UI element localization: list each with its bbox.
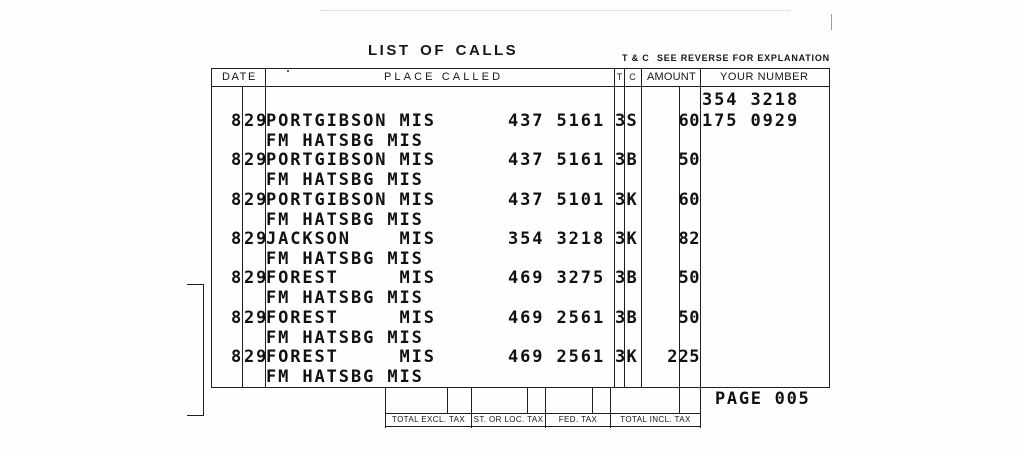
call-type-t: 3 xyxy=(615,111,628,131)
call-month: 8 xyxy=(231,268,244,288)
call-type-t: 3 xyxy=(615,347,628,367)
call-month: 8 xyxy=(231,111,244,131)
call-day: 29 xyxy=(244,111,269,131)
call-type-c: K xyxy=(626,347,639,367)
call-type-t: 3 xyxy=(615,229,628,249)
call-number: 354 3218 xyxy=(508,229,606,249)
call-place: FOREST MIS xyxy=(266,308,436,328)
call-type-c: B xyxy=(626,150,639,170)
call-amount-cents: 82 xyxy=(678,229,700,249)
header-place-called: PLACE CALLED xyxy=(384,70,504,83)
total-incl-tax-label: TOTAL INCL. TAX xyxy=(620,415,691,424)
call-day: 29 xyxy=(244,347,269,367)
call-place: FOREST MIS xyxy=(266,268,436,288)
call-row xyxy=(0,270,1023,309)
call-type-c: K xyxy=(626,229,639,249)
call-month: 8 xyxy=(231,150,244,170)
totals-cents-divider xyxy=(592,387,593,414)
call-origin: FM HATSBG MIS xyxy=(266,169,424,190)
call-place: PORTGIBSON MIS xyxy=(266,150,436,170)
call-row xyxy=(0,310,1023,349)
call-month: 8 xyxy=(231,229,244,249)
tc-note-code: T & C xyxy=(622,53,650,63)
call-type-c: B xyxy=(626,308,639,328)
call-row xyxy=(0,113,1023,152)
call-amount-cents: 50 xyxy=(678,268,700,288)
call-number: 469 3275 xyxy=(508,268,606,288)
call-place: PORTGIBSON MIS xyxy=(266,111,436,131)
bracket-bottom-tick xyxy=(187,415,204,416)
call-amount-cents: 50 xyxy=(678,150,700,170)
bracket-top-tick xyxy=(187,284,204,285)
call-day: 29 xyxy=(244,190,269,210)
call-row xyxy=(0,231,1023,270)
call-amount-cents: 60 xyxy=(678,190,700,210)
call-type-t: 3 xyxy=(615,190,628,210)
totals-cents-divider xyxy=(527,387,528,414)
call-origin: FM HATSBG MIS xyxy=(266,130,424,151)
call-place: FOREST MIS xyxy=(266,347,436,367)
header-your-number: YOUR NUMBER xyxy=(720,70,809,83)
call-number: 469 2561 xyxy=(508,308,606,328)
call-type-t: 3 xyxy=(615,150,628,170)
bracket-spine xyxy=(203,284,204,416)
call-origin: FM HATSBG MIS xyxy=(266,366,424,387)
header-amount: AMOUNT xyxy=(647,70,696,83)
call-origin: FM HATSBG MIS xyxy=(266,327,424,348)
call-amount-cents: 25 xyxy=(678,347,700,367)
call-row xyxy=(0,192,1023,231)
call-type-c: K xyxy=(626,190,639,210)
call-row xyxy=(0,349,1023,388)
call-origin: FM HATSBG MIS xyxy=(266,287,424,308)
totals-cents-divider xyxy=(447,387,448,414)
call-type-t: 3 xyxy=(615,268,628,288)
call-origin: FM HATSBG MIS xyxy=(266,248,424,269)
header-date: DATE xyxy=(222,70,257,83)
call-number: 437 5101 xyxy=(508,190,606,210)
call-day: 29 xyxy=(244,308,269,328)
call-number: 469 2561 xyxy=(508,347,606,367)
call-place: JACKSON MIS xyxy=(266,229,436,249)
fed-tax-label: FED. TAX xyxy=(558,415,598,424)
call-day: 29 xyxy=(244,150,269,170)
page-number: PAGE 005 xyxy=(715,389,811,409)
call-month: 8 xyxy=(231,347,244,367)
tc-note-text: SEE REVERSE FOR EXPLANATION xyxy=(657,53,830,63)
call-amount-dollars: 2 xyxy=(667,347,678,367)
call-type-t: 3 xyxy=(615,308,628,328)
totals-label-rule xyxy=(385,413,701,414)
call-type-c: S xyxy=(626,111,639,131)
total-excl-tax-label: TOTAL EXCL. TAX xyxy=(391,415,466,424)
call-month: 8 xyxy=(231,190,244,210)
call-day: 29 xyxy=(244,229,269,249)
call-place: PORTGIBSON MIS xyxy=(266,190,436,210)
call-day: 29 xyxy=(244,268,269,288)
header-t: T xyxy=(616,72,623,82)
call-number: 437 5161 xyxy=(508,150,606,170)
header-c: C xyxy=(629,72,636,82)
your-number-line: 354 3218 xyxy=(702,90,800,110)
call-type-c: B xyxy=(626,268,639,288)
call-amount-cents: 50 xyxy=(678,308,700,328)
call-row xyxy=(0,152,1023,191)
call-origin: FM HATSBG MIS xyxy=(266,209,424,230)
document-title: LIST OF CALLS xyxy=(368,42,519,59)
state-local-tax-label: ST. OR LOC. TAX xyxy=(473,415,544,424)
your-number-line: 175 0929 xyxy=(702,111,800,131)
call-amount-cents: 60 xyxy=(678,111,700,131)
totals-bottom-rule xyxy=(385,426,701,427)
totals-divider xyxy=(700,387,701,428)
totals-cents-divider xyxy=(679,387,680,414)
call-month: 8 xyxy=(231,308,244,328)
call-number: 437 5161 xyxy=(508,111,606,131)
